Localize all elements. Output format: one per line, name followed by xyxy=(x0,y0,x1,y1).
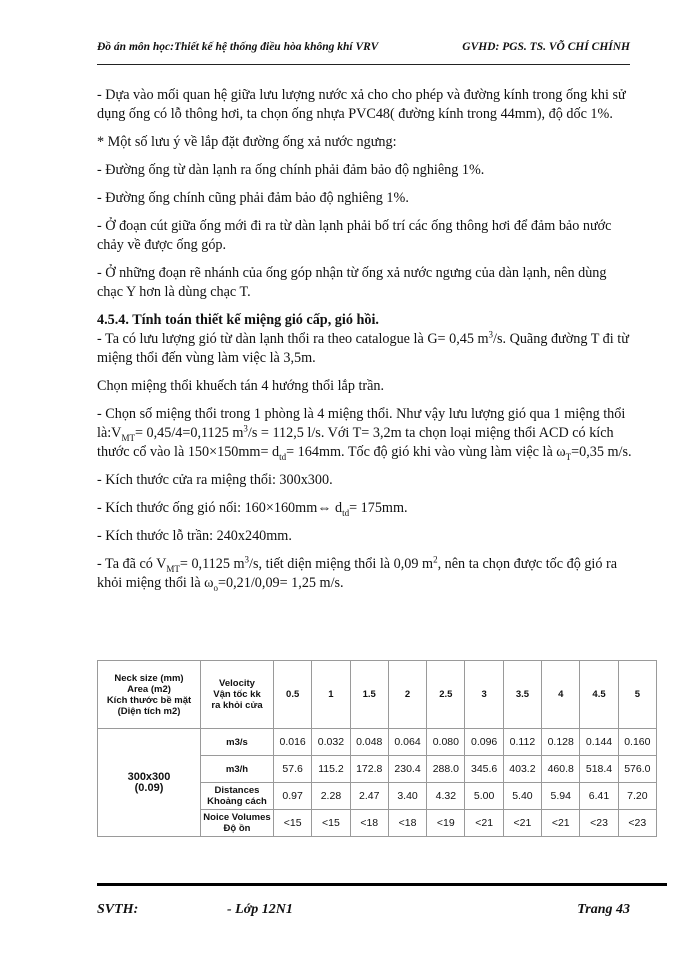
table-cell: 57.6 xyxy=(274,756,312,783)
velocity-value: 1.5 xyxy=(350,661,388,729)
velocity-value: 2 xyxy=(388,661,426,729)
footer-class: - Lớp 12N1 xyxy=(227,902,293,917)
paragraph: - Ta đã có $V_{MT}= 0,1125$ $m^3/s$, tiết diện miệng thổi là 0,09 $m^2$, nên ta chọn được tốc độ gió ra khỏi miệng thổi là $\omega_o=0,21/0,09= 1,25$ m/s. xyxy=(97,554,618,593)
paragraph: * Một số lưu ý về lắp đặt đường ống xả nước ngưng: xyxy=(97,134,397,150)
table-cell: 3.40 xyxy=(388,783,426,810)
paragraph: - Kích thước cửa ra miệng thổi: 300x300. xyxy=(97,472,333,488)
table-cell: 4.32 xyxy=(427,783,465,810)
velocity-value: 3.5 xyxy=(503,661,541,729)
paragraph: - Đường ống từ dàn lạnh ra ống chính phải đảm bảo độ nghiêng 1%. xyxy=(97,162,485,178)
velocity-value: 0.5 xyxy=(274,661,312,729)
paragraph: - Kích thước lỗ trần: 240x240mm. xyxy=(97,528,292,544)
table-cell: <21 xyxy=(465,810,503,837)
table-cell: 5.00 xyxy=(465,783,503,810)
table-cell: <15 xyxy=(312,810,350,837)
header-divider xyxy=(97,64,630,65)
table-cell: 288.0 xyxy=(427,756,465,783)
size-cell: 300x300 (0.09) xyxy=(98,729,201,837)
table-cell: 5.40 xyxy=(503,783,541,810)
diffuser-spec-table xyxy=(97,660,657,837)
page-body xyxy=(97,86,632,602)
table-cell: 0.160 xyxy=(618,729,656,756)
table-cell: 230.4 xyxy=(388,756,426,783)
table-cell: <19 xyxy=(427,810,465,837)
paragraph: - Ở những đoạn rẽ nhánh của ống góp nhận từ ống xả nước ngưng của dàn lạnh, nên dùng chạc Y hơn là dùng chạc T. xyxy=(97,265,607,300)
table-cell: 0.144 xyxy=(580,729,618,756)
table-cell: 0.128 xyxy=(542,729,580,756)
page-number: Trang 43 xyxy=(577,902,630,917)
header-advisor: GVHD: PGS. TS. VÕ CHÍ CHÍNH xyxy=(462,41,630,53)
neck-size-header: Neck size (mm) Area (m2) Kích thước bề mặt (Diện tích m2) xyxy=(98,661,201,729)
row-label: Noice Volumes Độ ồn xyxy=(201,810,274,837)
paragraph: - Đường ống chính cũng phải đảm bảo độ nghiêng 1%. xyxy=(97,190,409,206)
table-row xyxy=(98,729,657,756)
paragraph: - Ta có lưu lượng gió từ dàn lạnh thổi ra theo catalogue là G= 0,45 $m^3/s$. Quãng đường T đi từ miệng thổi đến vùng làm việc là 3,5m. xyxy=(97,329,629,366)
velocity-value: 4.5 xyxy=(580,661,618,729)
paragraph: - Dựa vào mối quan hệ giữa lưu lượng nước xả cho cho phép và đường kính trong ống khi sử dụng ống có lỗ thông hơi, ta chọn ống nhựa PVC48( đường kính trong 44mm), độ dốc 1%. xyxy=(97,87,626,122)
table-cell: 7.20 xyxy=(618,783,656,810)
row-label: m3/s xyxy=(201,729,274,756)
table-cell: 6.41 xyxy=(580,783,618,810)
table-cell: <15 xyxy=(274,810,312,837)
table-cell: <23 xyxy=(618,810,656,837)
table-cell: <21 xyxy=(503,810,541,837)
table-cell: 172.8 xyxy=(350,756,388,783)
table-cell: 0.048 xyxy=(350,729,388,756)
velocity-header: Velocity Vận tốc kk ra khỏi cửa xyxy=(201,661,274,729)
paragraph: - Chọn số miệng thổi trong 1 phòng là 4 miệng thổi. Như vậy lưu lượng gió qua 1 miệng thổi $là:V_{MT}= 0,45/4=0,1125$ $m^3/s = 112,5$ l/s. Với T= 3,2m ta chọn loại miệng thổi ACD có kích thước cổ vào là $150\times 150mm= d_{td}= 164mm$. Tốc độ gió khi vào vùng làm việc là $\omega_T=0,35$ m/s. xyxy=(97,406,632,462)
table-cell: 460.8 xyxy=(542,756,580,783)
section-heading: 4.5.4. Tính toán thiết kế miệng gió cấp, gió hồi. xyxy=(97,312,379,328)
row-label: Distances Khoảng cách xyxy=(201,783,274,810)
table-cell: 0.080 xyxy=(427,729,465,756)
velocity-value: 3 xyxy=(465,661,503,729)
table-cell: 2.28 xyxy=(312,783,350,810)
footer-student: SVTH: xyxy=(97,902,139,917)
table-cell: 2.47 xyxy=(350,783,388,810)
table-cell: 518.4 xyxy=(580,756,618,783)
table-cell: 0.032 xyxy=(312,729,350,756)
header-title: Đồ án môn học:Thiết kế hệ thống điều hòa không khí VRV xyxy=(97,41,379,53)
velocity-value: 5 xyxy=(618,661,656,729)
velocity-value: 1 xyxy=(312,661,350,729)
velocity-value: 2.5 xyxy=(427,661,465,729)
paragraph: - Kích thước ống gió nối: 160×160mm⇔ $d_{td}= 175mm$. xyxy=(97,500,408,518)
table-cell: 115.2 xyxy=(312,756,350,783)
table-cell: 0.016 xyxy=(274,729,312,756)
table-cell: 345.6 xyxy=(465,756,503,783)
table-cell: <18 xyxy=(388,810,426,837)
table-cell: 576.0 xyxy=(618,756,656,783)
table-cell: 0.064 xyxy=(388,729,426,756)
table-cell: 0.97 xyxy=(274,783,312,810)
table-cell: 0.096 xyxy=(465,729,503,756)
table-cell: <18 xyxy=(350,810,388,837)
table-cell: 403.2 xyxy=(503,756,541,783)
page-header xyxy=(97,41,630,63)
table-cell: <23 xyxy=(580,810,618,837)
table-cell: 0.112 xyxy=(503,729,541,756)
paragraph: - Ở đoạn cút giữa ống mới đi ra từ dàn lạnh phải bố trí các ống thông hơi để đảm bảo nước chảy về được ống góp. xyxy=(97,218,612,253)
table-cell: 5.94 xyxy=(542,783,580,810)
row-label: m3/h xyxy=(201,756,274,783)
paragraph: Chọn miệng thổi khuếch tán 4 hướng thổi lắp trần. xyxy=(97,378,385,394)
table-cell: <21 xyxy=(542,810,580,837)
footer-divider xyxy=(97,883,667,886)
velocity-value: 4 xyxy=(542,661,580,729)
